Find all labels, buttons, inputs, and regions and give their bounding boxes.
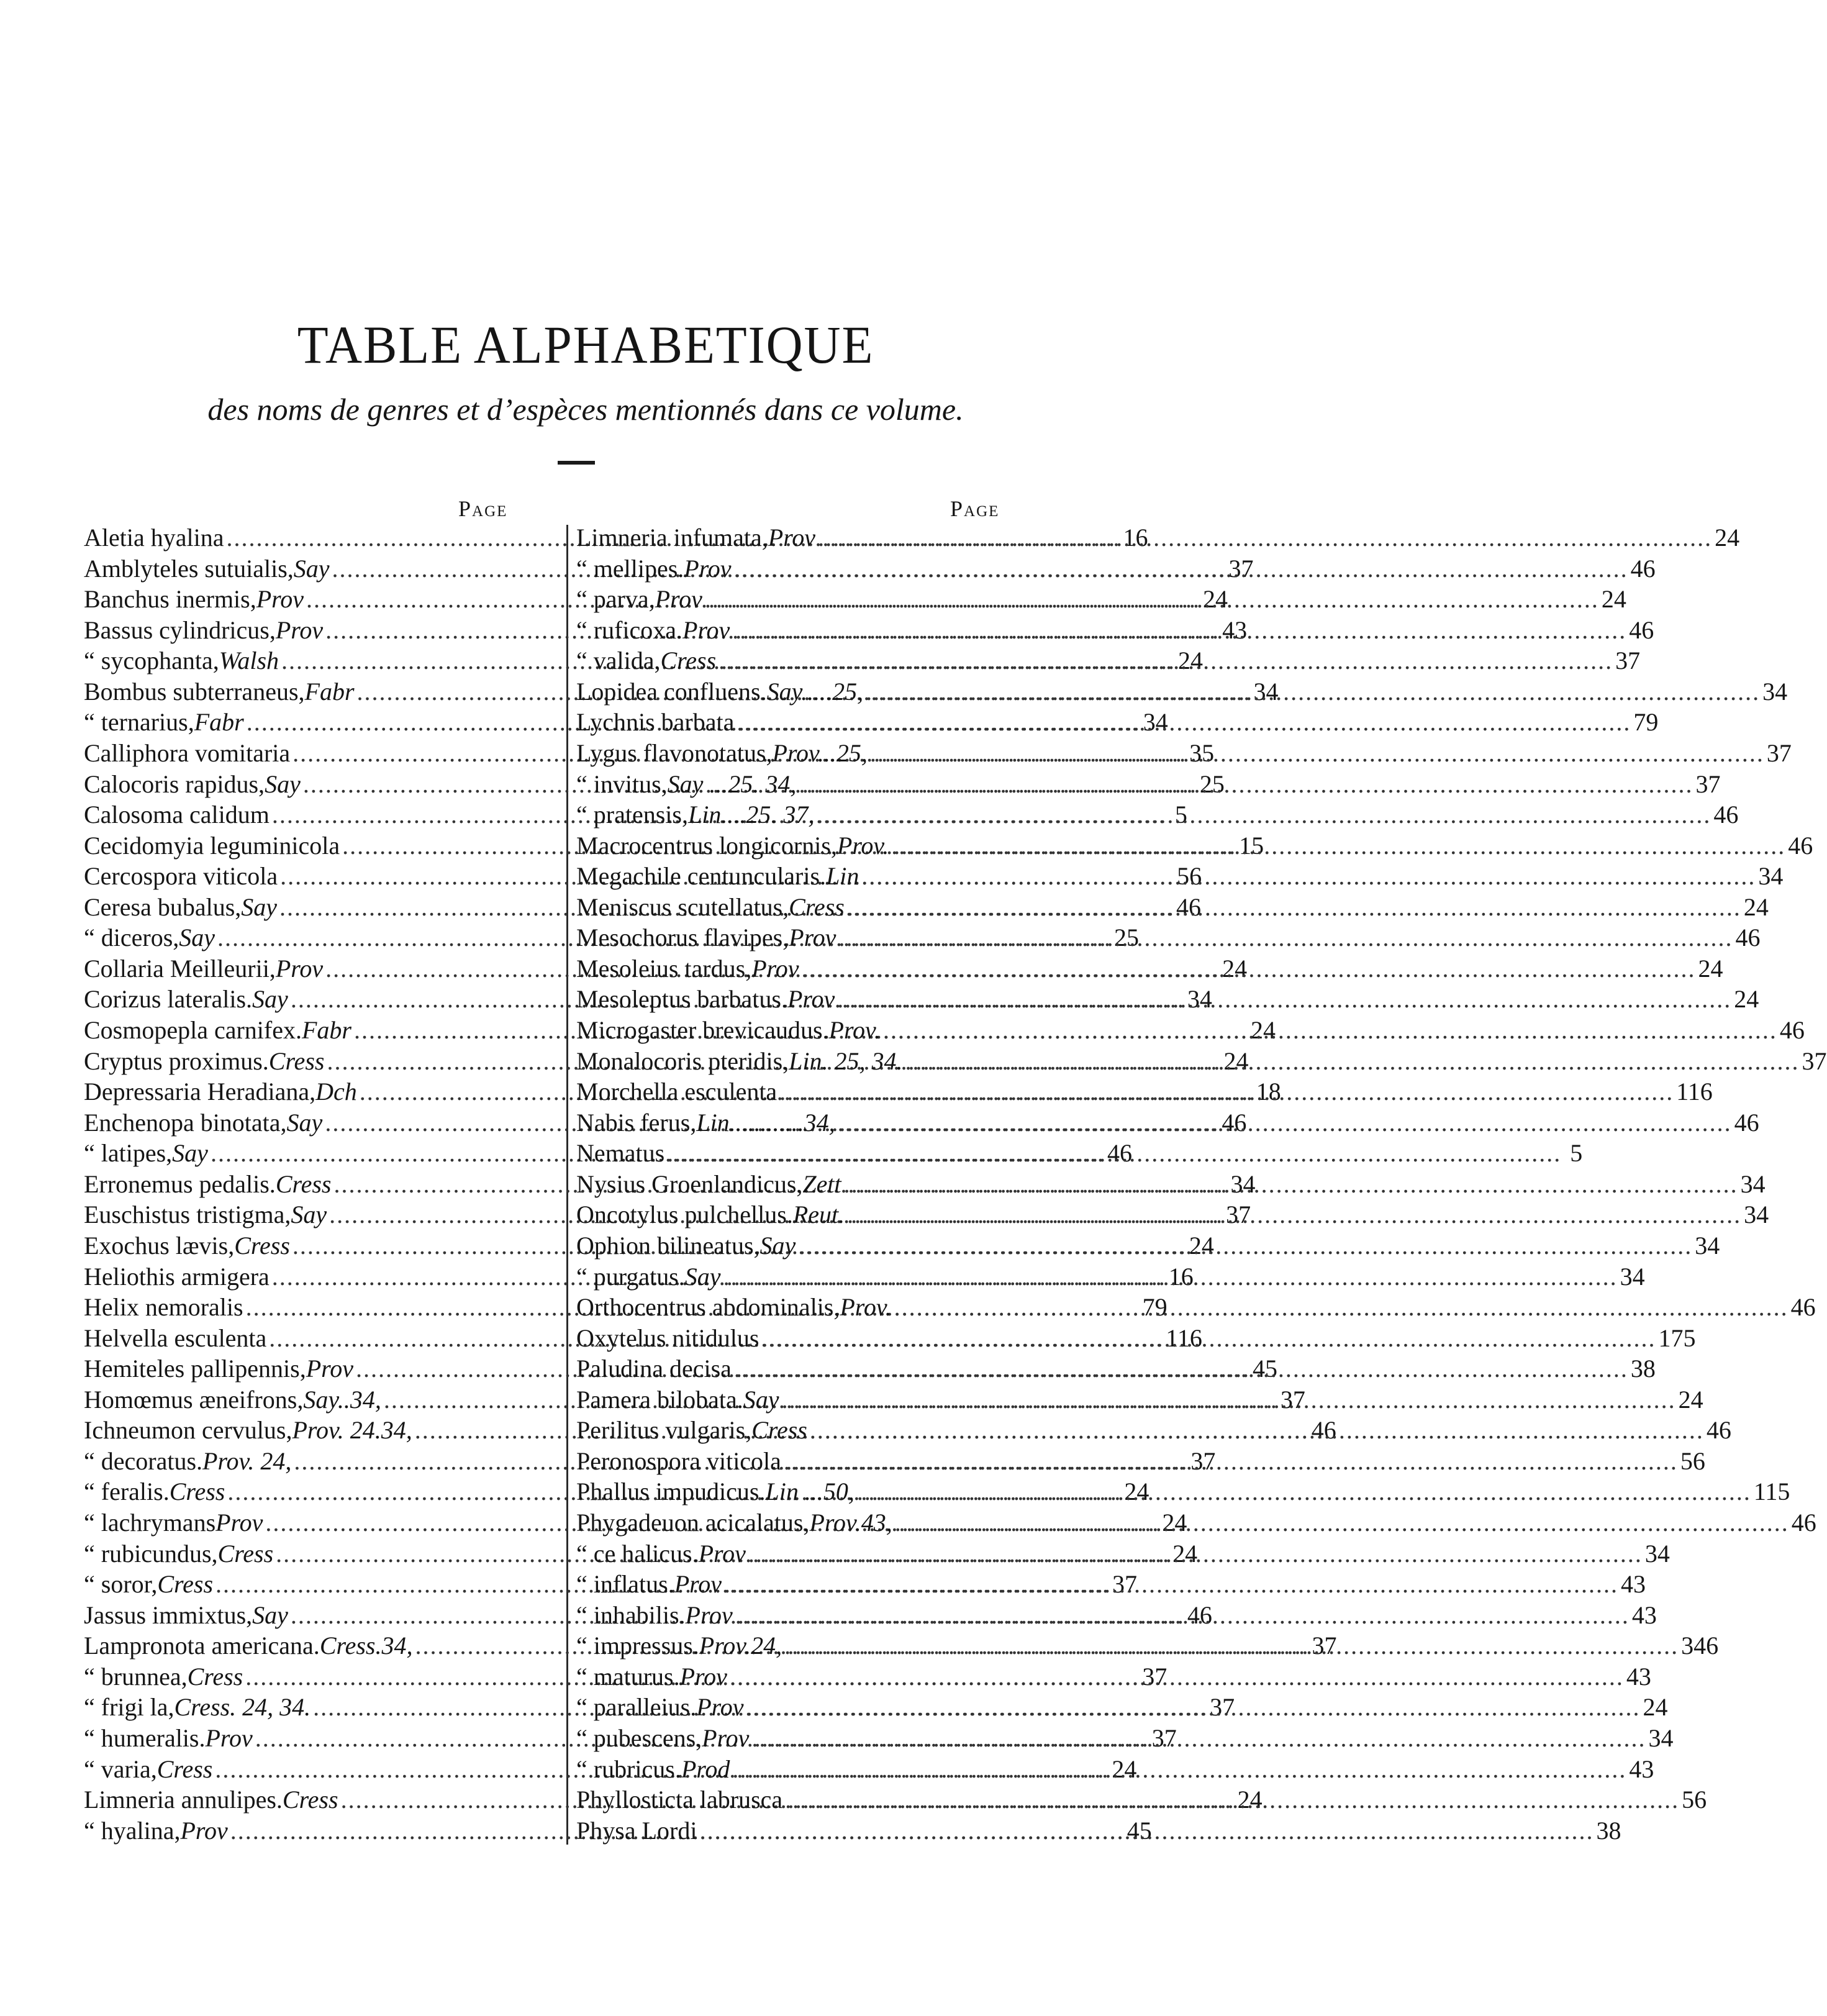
entry-name: Ceresa bubalus, [84,892,242,921]
entry-page: 37 [1280,1385,1305,1414]
entry-author: Fabr [302,1016,351,1044]
entry-name: Meniscus scutellatus, [576,892,789,921]
entry-page: 43 [1222,615,1248,644]
entry-page: 46 [1788,831,1813,860]
entry-author: Prov. 24.34, [292,1416,412,1445]
entry-author: Cress [234,1231,290,1260]
entry-page: 34 [1762,677,1788,706]
index-entry [576,584,1626,614]
entry-name: Physa Lordi [576,1816,697,1845]
entry-name: Pamera bilobata. [576,1385,743,1414]
entry-author: Cress [169,1478,225,1506]
entry-page: 34 [1143,708,1168,737]
entry-page: 46 [1630,554,1656,583]
entry-author: Cress.34, [319,1632,413,1660]
entry-author: Say [293,554,330,583]
entry-author: Prov [698,1539,746,1568]
entry-name: “ rubicundus, [84,1539,218,1568]
entry-name: Collaria Meilleurii, [84,954,276,983]
entry-author: Prov [696,1693,744,1722]
entry-author: Lin [826,862,859,891]
entry-name: Helvella esculenta [84,1324,267,1352]
entry-name: Homœmus æneifrons, [84,1385,304,1414]
entry-page: 46 [1735,924,1761,952]
entry-author: Prov [180,1816,228,1845]
dot-leader [733,1601,1632,1630]
dot-leader [799,954,1698,984]
entry-page: 25 [1199,770,1225,798]
entry-page: 34 [1758,862,1784,891]
entry-page: 46 [1779,1016,1805,1044]
entry-name: “ soror, [84,1570,158,1599]
entry-page: 116 [1676,1078,1713,1106]
dot-leader [903,1047,1802,1076]
dot-leader [697,1816,1596,1846]
entry-page: 37 [1802,1047,1827,1075]
entry-author: Prov [682,615,730,644]
entry-author: Prov.24, [699,1632,782,1660]
entry-author: Prov [679,1662,727,1691]
entry-name: Aletia hyalina [84,524,224,552]
entry-author: Say [291,1201,327,1229]
entry-name: Erronemus pedalis. [84,1169,276,1198]
entry-author: Prov.43, [809,1509,892,1537]
entry-author: Prov [306,1355,353,1383]
entry-author: Cress [660,647,717,675]
entry-name: Microgaster brevicaudus. [576,1016,829,1044]
entry-author: Say..34, [303,1385,381,1414]
entry-page: 34 [1187,985,1212,1014]
entry-page: 24 [1222,954,1248,983]
entry-page: 43 [1629,1755,1654,1783]
entry-page: 24 [1237,1786,1263,1814]
entry-page: 16 [1123,524,1148,552]
col-header-right: Page [950,496,1000,521]
entry-name: Monalocoris pteridis, [576,1047,789,1075]
entry-author: Prov [205,1723,253,1752]
entry-name: Euschistus tristigma, [84,1201,291,1229]
entry-page: 56 [1177,862,1202,891]
entry-page: 37 [1226,1201,1251,1229]
entry-name: Phygadeuon acicalatus, [576,1509,810,1537]
entry-author: Prov. [836,831,889,860]
entry-author: Cress [187,1662,243,1691]
dot-leader [721,1262,1620,1292]
entry-name: Limneria annulipes. [84,1786,283,1814]
entry-name: Phyllosticta labrusca [576,1786,783,1814]
entry-name: Calliphora vomitaria [84,738,291,767]
entry-name: Oxytelus nitidulus [576,1324,759,1352]
entry-name: Morchella esculenta [576,1078,777,1106]
entry-page: 46 [1734,1108,1759,1137]
dot-leader [777,1077,1676,1107]
entry-page: 46 [1222,1108,1247,1137]
entry-page: 24 [1678,1385,1703,1414]
entry-page: 46 [1629,615,1654,644]
entry-author: Reut. [792,1201,845,1229]
entry-author: Prov [685,1601,733,1629]
dot-leader [859,861,1758,891]
entry-page: 37 [1151,1723,1177,1752]
entry-page: 24 [1112,1755,1137,1783]
dot-leader [835,984,1734,1014]
entry-name: Oncotylus pulchellus. [576,1201,793,1229]
entry-page: 5 [1570,1139,1583,1168]
entry-author: Lin............34, [696,1108,835,1137]
entry-name: Lampronota americana. [84,1632,320,1660]
dot-leader [835,1108,1734,1138]
index-entry [576,770,1721,799]
dot-leader [892,1292,1791,1322]
entry-author: Say [286,1108,323,1137]
entry-author: Lin. 25, 34. [789,1047,903,1075]
entry-name: “ parva, [576,585,655,614]
entry-name: Cecidomyia leguminicola [84,831,340,860]
dot-leader [727,1662,1626,1692]
entry-author: Lin....25. 37, [687,801,815,829]
entry-page: 24 [1162,1509,1187,1537]
entry-author: Prov. [828,1016,881,1044]
entry-page: 43 [1626,1662,1651,1691]
dot-leader [664,1138,1564,1168]
entry-name: Paludina decisa [576,1355,732,1383]
entry-page: 24 [1734,985,1759,1014]
entry-name: “ decoratus. [84,1446,203,1475]
entry-name: Bombus subterraneus, [84,677,305,706]
entry-page: 37 [1190,1446,1216,1475]
dot-leader [855,1477,1754,1507]
entry-page: 45 [1127,1816,1152,1845]
entry-page: 46 [1791,1509,1816,1537]
index-entry [576,954,1723,984]
col-header-left: Page [458,496,508,521]
entry-name: “ inflatus. [576,1570,674,1599]
entry-page: 37 [1766,738,1792,767]
entry-author: Say [684,1262,721,1291]
index-entry [576,1169,1766,1199]
entry-page: 24 [1715,524,1740,552]
entry-author: Cress [157,1570,214,1599]
dot-leader [841,1169,1741,1199]
entry-name: Jassus immixtus, [84,1601,253,1629]
entry-page: 46 [1107,1139,1132,1168]
dot-leader [892,1508,1792,1538]
entry-name: Mesoleptus barbatus. [576,985,787,1014]
dot-leader [868,738,1767,768]
dot-leader [722,1569,1621,1599]
entry-page: 24 [1698,954,1723,983]
entry-author: Prov. 24, [202,1446,292,1475]
dot-leader [807,1415,1707,1445]
entry-page: 37 [1210,1693,1235,1722]
entry-author: Say [179,924,215,952]
entry-author: Prov. [840,1293,892,1322]
entry-author: Say [252,1601,288,1629]
dot-leader [744,1692,1643,1722]
entry-page: 116 [1166,1324,1202,1352]
entry-name: Limneria infumata, [576,524,768,552]
entry-name: Megachile centuncularis. [576,862,827,891]
entry-page: 79 [1142,1293,1167,1322]
index-entry [576,677,1788,707]
entry-author: Prod [681,1755,730,1783]
entry-author: Prov [787,985,835,1014]
dot-leader [730,615,1629,645]
entry-name: Cryptus proximus. [84,1047,269,1075]
dot-leader [716,646,1615,676]
entry-name: Ichneumon cervulus, [84,1416,292,1445]
entry-author: Prov [684,554,732,583]
entry-name: Amblyteles sutuialis, [84,554,294,583]
entry-author: Say [252,985,288,1014]
entry-name: “ sycophanta, [84,647,219,675]
entry-name: “ lachrymans [84,1509,216,1537]
entry-author: Say [241,892,278,921]
entry-name: Corizus lateralis. [84,985,253,1014]
entry-page: 24 [1743,892,1769,921]
entry-author: Prov [674,1570,722,1599]
entry-page: 34 [1620,1262,1645,1291]
entry-page: 34 [1695,1231,1720,1260]
page-subtitle: des noms de genres et d’espèces mentionnés dans ce volume. [207,392,964,427]
entry-name: Lychnis barbata [576,708,735,737]
dot-leader [845,892,1744,922]
entry-author: Prov [256,585,304,614]
entry-name: Heliothis armigera [84,1262,270,1291]
entry-name: “ feralis. [84,1478,170,1506]
entry-author: Cress [217,1539,274,1568]
entry-name: “ hyalina, [84,1816,181,1845]
dot-leader [796,1231,1695,1261]
index-entry [576,1108,1759,1138]
entry-page: 34 [1744,1201,1769,1229]
entry-page: 37 [1142,1662,1167,1691]
entry-page: 24 [1251,1016,1276,1044]
entry-page: 24 [1178,647,1204,675]
entry-page: 18 [1256,1078,1281,1106]
dot-leader [845,1200,1744,1230]
entry-name: “ paralleius. [576,1693,697,1722]
dot-leader [881,1015,1780,1045]
entry-name: Mesoleius tardus, [576,954,752,983]
entry-page: 24 [1223,1047,1249,1075]
entry-page: 34 [1230,1169,1256,1198]
entry-author: Walsh [219,647,279,675]
entry-page: 34 [1644,1539,1670,1568]
entry-name: Calocoris rapidus, [84,770,265,798]
entry-page: 38 [1596,1816,1621,1845]
entry-name: Macrocentrus longicornis, [576,831,837,860]
entry-name: Enchenopa binotata, [84,1108,287,1137]
entry-name: “ ce halicus. [576,1539,699,1568]
entry-name: Exochus lævis, [84,1231,235,1260]
entry-page: 37 [1615,647,1641,675]
dot-leader [732,554,1631,584]
entry-name: Hemiteles pallipennis, [84,1355,306,1383]
entry-author: Lin ...50, [765,1478,855,1506]
entry-name: Lygus flavonotatus, [576,738,773,767]
entry-name: Perilitus vulgaris, [576,1416,752,1445]
entry-page: 46 [1790,1293,1816,1322]
entry-name: “ impressus. [576,1632,699,1660]
dot-leader [734,707,1633,737]
dot-leader [702,584,1602,614]
entry-author: Say [172,1139,208,1168]
entry-page: 34 [1740,1169,1766,1198]
title-rule [558,461,595,465]
dot-leader [782,1785,1682,1815]
entry-author: Prov [751,954,799,983]
dot-leader [796,770,1695,799]
entry-page: 34 [1648,1723,1674,1752]
entry-name: “ diceros, [84,924,179,952]
entry-page: 46 [1176,892,1202,921]
entry-page: 46 [1713,801,1739,829]
entry-name: Banchus inermis, [84,585,256,614]
entry-author: Cress [156,1755,213,1783]
entry-author: Prov [275,615,324,644]
entry-author: Zett [802,1169,841,1198]
entry-author: Fabr [194,708,244,737]
entry-name: “ frigi la, [84,1693,175,1722]
entry-page: 37 [1228,554,1254,583]
dot-leader [814,800,1713,830]
index-entry [576,800,1739,830]
entry-author: Prov [215,1509,263,1537]
dot-leader [836,923,1735,953]
entry-page: 37 [1312,1632,1337,1660]
entry-page: 56 [1682,1786,1707,1814]
dot-leader [759,1324,1658,1353]
entry-name: “ brunnea, [84,1662,188,1691]
entry-name: “ inhabilis. [576,1601,686,1629]
entry-name: Orthocentrus abdominalis, [576,1293,840,1322]
entry-page: 24 [1189,1231,1214,1260]
entry-name: Depressaria Heradiana, [84,1078,316,1106]
entry-name: Phallus impudicus. [576,1478,766,1506]
entry-page: 37 [1695,770,1721,798]
entry-name: “ ruficoxa. [576,615,683,644]
entry-name: “ valida, [576,647,661,675]
entry-page: 46 [1311,1416,1336,1445]
entry-page: 24 [1601,585,1626,614]
entry-page: 38 [1630,1355,1656,1383]
entry-author: Say [743,1385,779,1414]
entry-name: “ latipes, [84,1139,173,1168]
entry-author: Cress [751,1416,807,1445]
entry-name: Cercospora viticola [84,862,278,891]
entry-name: Mesochorus flavipes, [576,924,789,952]
entry-name: Calosoma calidum [84,801,270,829]
index-entry [576,1415,1731,1445]
entry-name: Nabis ferus, [576,1108,697,1137]
entry-author: Cress [282,1786,338,1814]
entry-page: 25 [1114,924,1140,952]
entry-name: “ humeralis. [84,1723,206,1752]
entry-name: “ mellipes. [576,554,684,583]
entry-page: 15 [1239,831,1264,860]
dot-leader [863,677,1762,707]
entry-name: “ purgatus. [576,1262,685,1291]
dot-leader [782,1631,1681,1661]
entry-author: Say [265,770,301,798]
entry-page: 35 [1189,738,1215,767]
entry-name: “ maturus. [576,1662,680,1691]
entry-author: Prov...25, [772,738,868,767]
entry-name: Peronospora viticola [576,1446,781,1475]
entry-author: Prov [655,585,702,614]
entry-page: 175 [1658,1324,1696,1352]
entry-author: Prov [702,1723,750,1752]
dot-leader [889,831,1788,861]
dot-leader [815,523,1715,553]
entry-name: “ rubricus. [576,1755,681,1783]
entry-page: 346 [1681,1632,1719,1660]
entry-page: 34 [1253,677,1279,706]
entry-name: Nematus [576,1139,665,1168]
entry-name: “ ternarius, [84,708,194,737]
entry-page: 24 [1643,1693,1668,1722]
dot-leader [779,1385,1679,1415]
entry-page: 5 [1174,801,1187,829]
entry-name: “ varia, [84,1755,157,1783]
entry-page: 79 [1633,708,1659,737]
entry-name: “ pratensis, [576,801,688,829]
entry-page: 43 [1631,1601,1657,1629]
entry-page: 46 [1187,1601,1212,1629]
entry-author: Cress [789,892,845,921]
entry-author: Fabr [304,677,355,706]
entry-name: Ophion bilineatus, [576,1231,760,1260]
entry-author: Say.....25, [766,677,864,706]
entry-name: Lopidea confluens. [576,677,767,706]
entry-name: “ pubescens, [576,1723,702,1752]
entry-author: Prov [789,924,836,952]
entry-page: 115 [1753,1478,1790,1506]
entry-page: 43 [1621,1570,1646,1599]
entry-page: 37 [1112,1570,1138,1599]
entry-name: Nysius Groenlandicus, [576,1169,803,1198]
page-title: TABLE ALPHABETIQUE [297,315,874,375]
entry-name: Cosmopepla carnifex. [84,1016,302,1044]
entry-author: Dch [315,1078,357,1106]
entry-author: Cress [268,1047,325,1075]
entry-author: Prov [275,954,324,983]
dot-leader [732,1354,1631,1384]
entry-author: Cress [275,1169,332,1198]
dot-leader [749,1723,1648,1753]
entry-page: 24 [1203,585,1228,614]
entry-author: Prov [768,524,816,552]
dot-leader [746,1539,1645,1569]
entry-author: Say ...25. 34, [667,770,797,798]
entry-page: 24 [1172,1539,1198,1568]
entry-author: Say [759,1231,796,1260]
entry-page: 56 [1680,1446,1705,1475]
entry-page: 24 [1124,1478,1149,1506]
dot-leader [730,1755,1629,1784]
entry-name: Bassus cylindricus, [84,615,276,644]
entry-page: 46 [1706,1416,1731,1445]
entry-page: 16 [1168,1262,1194,1291]
entry-page: 45 [1252,1355,1277,1383]
dot-leader [781,1446,1680,1476]
entry-author: Cress. 24, 34. [174,1693,311,1722]
entry-name: Helix nemoralis [84,1293,243,1322]
entry-name: “ invitus, [576,770,668,798]
